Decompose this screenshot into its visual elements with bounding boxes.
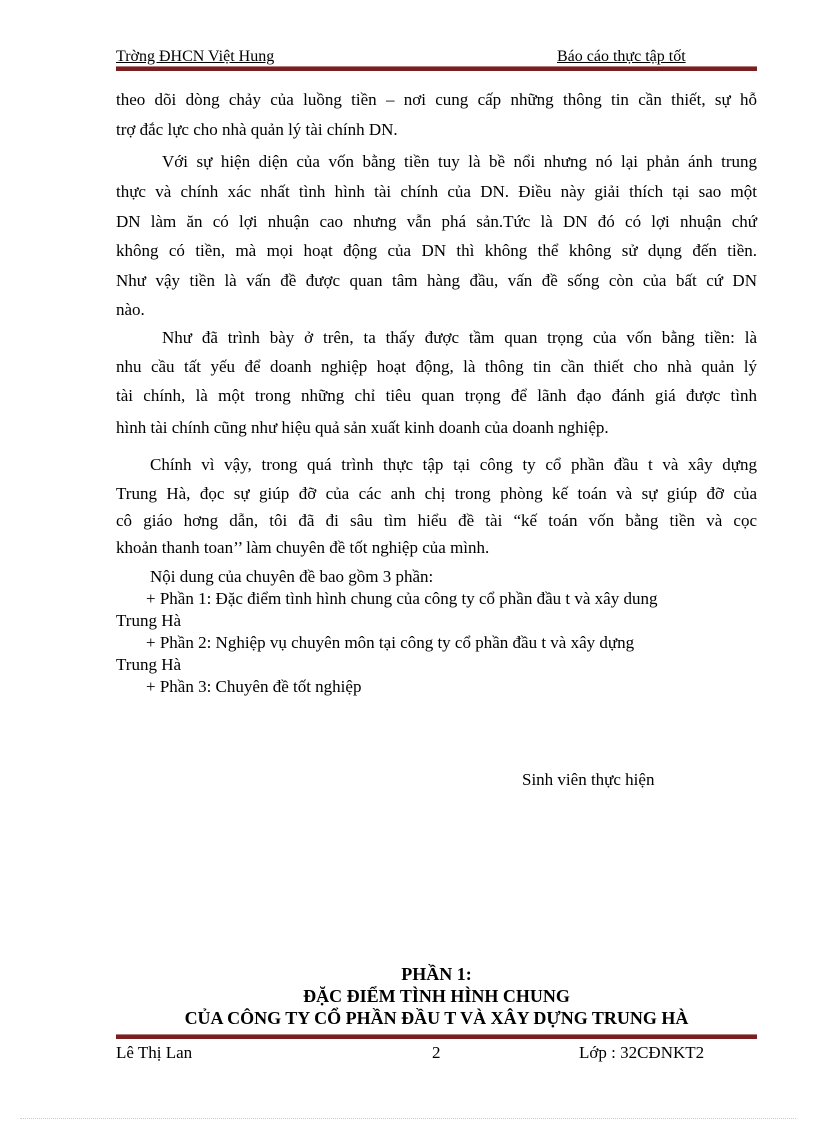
body-line: Với sự hiện diện của vốn bằng tiền tuy là bề nổi nhưng nó lại phản ánh trung: [162, 152, 757, 171]
section-heading: PHẦN 1:: [401, 964, 472, 984]
page-edge: [20, 1118, 796, 1119]
list-item-cont: Trung Hà: [116, 611, 182, 630]
signature-label: Sinh viên thực hiện: [522, 770, 655, 789]
body-line: theo dõi dòng chảy của luồng tiền – nơi cung cấp những thông tin cần thiết, sự hỗ: [116, 90, 757, 109]
list-item: + Phần 1: Đặc điểm tình hình chung của công ty cổ phần đầu t và xây dung: [146, 589, 658, 608]
footer-author: Lê Thị Lan: [116, 1043, 193, 1062]
body-line: nào.: [116, 300, 145, 319]
page-number: 2: [432, 1043, 441, 1062]
body-line: Như đã trình bày ở trên, ta thấy được tầm quan trọng của vốn bằng tiền: là: [162, 328, 757, 347]
section-heading: CỦA CÔNG TY CỔ PHẦN ĐẦU T VÀ XÂY DỰNG TRUNG HÀ: [184, 1008, 689, 1028]
body-line: hình tài chính cũng như hiệu quả sản xuất kinh doanh của doanh nghiệp.: [116, 418, 609, 437]
body-line: tài chính, là một trong những chỉ tiêu quan trọng để lãnh đạo đánh giá được tình: [116, 386, 757, 405]
footer-class: Lớp : 32CĐNKT2: [579, 1043, 705, 1062]
body-line: Chính vì vậy, trong quá trình thực tập tại công ty cổ phần đầu t và xây dựng: [150, 455, 757, 474]
body-line: cô giáo hơng dẫn, tôi đã đi sâu tìm hiểu đề tài “kế toán vốn bằng tiền và cọc: [116, 511, 757, 530]
body-line: trợ đắc lực cho nhà quản lý tài chính DN.: [116, 120, 398, 139]
list-item-cont: Trung Hà: [116, 655, 182, 674]
footer-rule: [116, 1034, 757, 1039]
header-rule: [116, 66, 757, 71]
body-line: Nội dung của chuyên đề bao gồm 3 phần:: [150, 567, 434, 586]
header-right: Báo cáo thực tập tốt: [557, 48, 686, 65]
body-line: khoản thanh toan’’ làm chuyên đề tốt nghiệp của mình.: [116, 538, 490, 557]
body-line: Trung Hà, đọc sự giúp đỡ của các anh chị trong phòng kế toán và sự giúp đỡ của: [116, 484, 757, 503]
list-item: + Phần 2: Nghiệp vụ chuyên môn tại công ty cổ phần đầu t và xây dựng: [146, 633, 635, 652]
body-line: không có tiền, mà mọi hoạt động của DN thì không thể không sử dụng đến tiền.: [116, 241, 757, 260]
body-line: DN làm ăn có lợi nhuận cao nhưng vẫn phá sản.Tức là DN đó có lợi nhuận chứ: [116, 212, 757, 231]
body-line: Như vậy tiền là vấn đề được quan tâm hàng đầu, vấn đề sống còn của bất cứ DN: [116, 271, 757, 290]
header-left: Trờng ĐHCN Việt Hung: [116, 48, 275, 65]
list-item: + Phần 3: Chuyên đề tốt nghiệp: [146, 677, 362, 696]
section-heading: ĐẶC ĐIỂM TÌNH HÌNH CHUNG: [303, 986, 570, 1006]
body-line: nhu cầu tất yếu để doanh nghiệp hoạt động, là thông tin cần thiết cho nhà quản lý: [116, 357, 757, 376]
body-line: thực và chính xác nhất tình hình tài chính của DN. Điều này giải thích tại sao một: [116, 182, 757, 201]
